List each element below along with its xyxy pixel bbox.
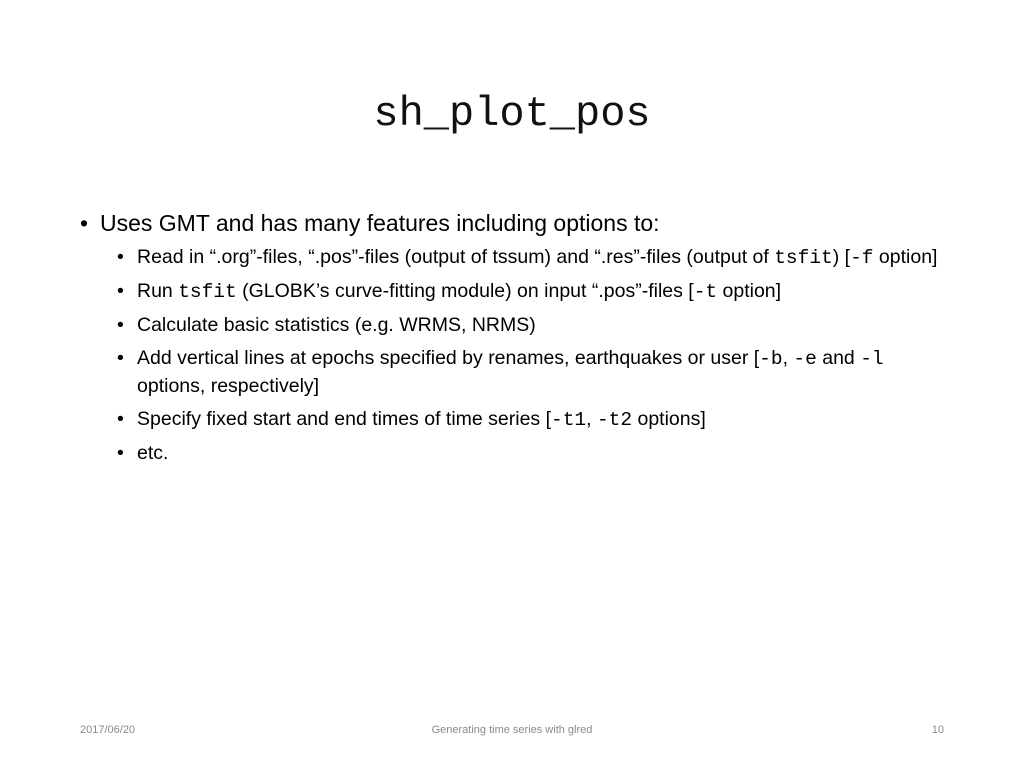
footer-date: 2017/06/20 [80,724,136,736]
bullet-icon: • [117,314,124,336]
command-option-text: -e [793,348,817,370]
footer-title: Generating time series with glred [431,724,593,736]
sub-bullet-text: and [816,347,861,369]
sub-bullet-text: option] [873,246,938,268]
sub-bullet-text: Calculate basic statistics (e.g. WRMS, NRMS) [137,314,536,336]
command-option-text: -t1 [551,409,587,431]
main-bullet-text: Uses GMT and has many features including options to: [100,210,660,236]
sub-bullet-text: (GLOBK’s curve-fitting module) on input “.pos”-files [ [236,280,694,302]
sub-bullet-text: , [586,408,597,430]
sub-bullet-text: Run [137,280,179,302]
sub-bullet-item [80,278,950,306]
sub-bullet-item [80,244,950,272]
bullet-icon: • [80,210,89,236]
sub-bullet-list [80,244,950,467]
command-option-text: tsfit [774,247,833,269]
sub-bullet-text: ) [ [832,246,851,268]
sub-bullet-text: Read in “.org”-files, “.pos”-files (output of tssum) and “.res”-files (output of [137,246,775,268]
command-option-text: -f [850,247,874,269]
page-number: 10 [931,724,944,736]
command-option-text: -t [693,281,718,303]
bullet-icon: • [117,442,124,464]
main-bullet-item [80,206,950,240]
sub-bullet-text: Add vertical lines at epochs specified by renames, earthquakes or user [ [137,347,760,369]
command-option-text: -t2 [596,409,633,431]
sub-bullet-text: option] [717,280,782,302]
sub-bullet-text: etc. [137,442,169,464]
bullet-icon: • [117,246,124,268]
command-option-text: -l [860,348,884,370]
bullet-icon: • [117,280,124,302]
command-option-text: tsfit [178,281,237,303]
slide-body [80,206,950,473]
sub-bullet-item [80,440,950,467]
sub-bullet-item [80,345,950,400]
sub-bullet-item [80,312,950,339]
sub-bullet-text: options] [632,408,706,430]
bullet-icon: • [117,347,124,369]
bullet-icon: • [117,408,124,430]
sub-bullet-item [80,406,950,434]
sub-bullet-text: , [782,347,794,369]
slide-title: sh_plot_pos [373,90,651,138]
sub-bullet-text: Specify fixed start and end times of time series [ [137,408,552,430]
command-option-text: -b [759,348,783,370]
sub-bullet-text: options, respectively] [137,375,320,397]
